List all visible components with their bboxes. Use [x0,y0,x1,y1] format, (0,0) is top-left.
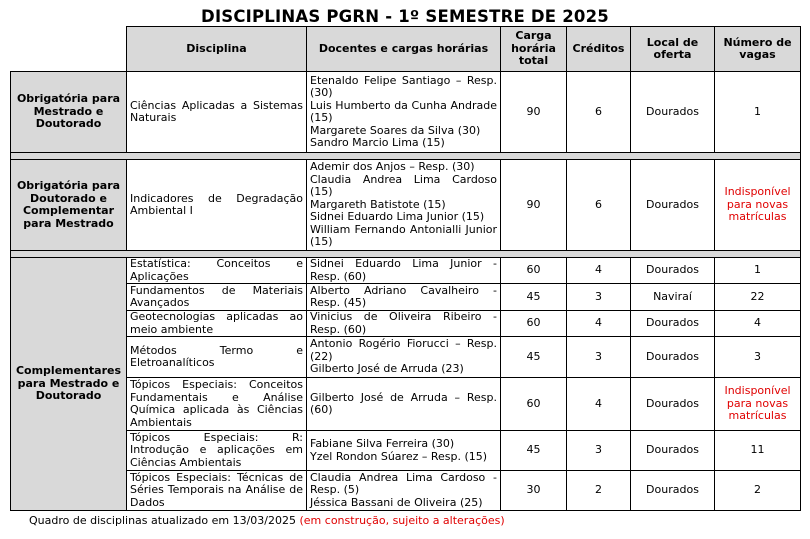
header-disciplina: Disciplina [127,27,307,72]
table-row [11,337,801,378]
local-oferta: Dourados [631,72,715,153]
docente-entry: Luis Humberto da Cunha Andrade (15) [310,98,497,124]
numero-vagas: Indisponível para novas matrículas [715,160,801,251]
docente-entry: Margareth Batistote (15) [310,197,446,211]
docente-entry: Sidnei Eduardo Lima Junior - Resp. (60) [310,257,497,283]
table-row [11,160,801,251]
creditos: 3 [567,337,631,378]
docente-entry: William Fernando Antonialli Junior (15) [310,222,497,249]
discipline-name: Tópicos Especiais: Conceitos Fundamentais e Análise Química aplicada às Ciências Ambientais [127,378,307,431]
discipline-name: Fundamentos de Materiais Avançados [127,284,307,311]
group-label: Obrigatória para Doutorado e Complementar para Mestrado [11,160,127,251]
docente-entry: Sidnei Eduardo Lima Junior (15) [310,210,485,224]
creditos: 6 [567,72,631,153]
table-row [11,72,801,153]
local-oferta: Dourados [631,378,715,431]
local-oferta: Dourados [631,160,715,251]
carga-horaria: 90 [501,72,567,153]
docente-entry: Claudia Andrea Lima Cardoso (15) [310,172,497,199]
carga-horaria: 45 [501,284,567,311]
docentes-cell [307,471,501,511]
discipline-name: Indicadores de Degradação Ambiental I [127,160,307,251]
docente-entry: Margarete Soares da Silva (30) [310,123,481,137]
local-oferta: Dourados [631,471,715,511]
docentes-cell [307,337,501,378]
creditos: 3 [567,284,631,311]
footer-note: (em construção, sujeito a alterações) [299,514,505,527]
disciplines-table [10,26,801,511]
docente-entry: Gilberto José de Arruda – Resp. (60) [310,390,497,416]
numero-vagas: 3 [715,337,801,378]
numero-vagas: 2 [715,471,801,511]
carga-horaria: 45 [501,431,567,471]
creditos: 3 [567,431,631,471]
docente-entry: Sandro Marcio Lima (15) [310,136,445,149]
page-title: DISCIPLINAS PGRN - 1º SEMESTRE DE 2025 [201,7,609,26]
local-oferta: Dourados [631,258,715,284]
header-docentes: Docentes e cargas horárias [307,27,501,72]
docente-entry: Alberto Adriano Cavalheiro - Resp. (45) [310,283,497,309]
numero-vagas: 1 [715,258,801,284]
docente-entry: Vinicius de Oliveira Ribeiro - Resp. (60) [310,310,497,336]
creditos: 2 [567,471,631,511]
table-row [11,311,801,337]
local-oferta: Dourados [631,311,715,337]
header-carga: Carga horária total [501,27,567,72]
local-oferta: Dourados [631,431,715,471]
docente-entry: Jéssica Bassani de Oliveira (25) [310,495,483,509]
docentes-cell [307,72,501,153]
numero-vagas: 1 [715,72,801,153]
numero-vagas: 4 [715,311,801,337]
table-row [11,258,801,284]
local-oferta: Naviraí [631,284,715,311]
creditos: 4 [567,258,631,284]
docente-entry: Gilberto José de Arruda (23) [310,362,464,376]
carga-horaria: 60 [501,378,567,431]
creditos: 4 [567,311,631,337]
footer [29,514,505,527]
creditos: 4 [567,378,631,431]
footer-text: Quadro de disciplinas atualizado em 13/03/2025 [29,514,296,527]
carga-horaria: 45 [501,337,567,378]
header-corner [11,27,127,72]
docentes-cell [307,431,501,471]
docente-entry: Claudia Andrea Lima Cardoso - Resp. (5) [310,470,497,497]
discipline-name: Tópicos Especiais: R: Introdução e aplicações em Ciências Ambientais [127,431,307,471]
discipline-name: Geotecnologias aplicadas ao meio ambiente [127,311,307,337]
carga-horaria: 30 [501,471,567,511]
header-row [11,27,801,72]
numero-vagas: Indisponível para novas matrículas [715,378,801,431]
header-creditos: Créditos [567,27,631,72]
table-row [11,471,801,511]
docentes-cell [307,311,501,337]
docentes-cell [307,378,501,431]
carga-horaria: 60 [501,258,567,284]
header-local: Local de oferta [631,27,715,72]
numero-vagas: 22 [715,284,801,311]
local-oferta: Dourados [631,337,715,378]
discipline-name: Ciências Aplicadas a Sistemas Naturais [127,72,307,153]
creditos: 6 [567,160,631,251]
docente-entry: Antonio Rogério Fiorucci – Resp. (22) [310,337,497,363]
table-row [11,431,801,471]
table-row [11,284,801,311]
docentes-cell [307,284,501,311]
docentes-cell [307,258,501,284]
docente-entry: Yzel Rondon Súarez – Resp. (15) [310,449,488,463]
docente-entry: Ademir dos Anjos – Resp. (30) [310,160,475,174]
separator-cell [11,153,801,160]
numero-vagas: 11 [715,431,801,471]
discipline-name: Métodos Termo e Eletroanalíticos [127,337,307,378]
header-vagas: Número de vagas [715,27,801,72]
group-separator [11,153,801,160]
table-row [11,378,801,431]
group-label: Obrigatória para Mestrado e Doutorado [11,72,127,153]
discipline-name: Estatística: Conceitos e Aplicações [127,258,307,284]
group-label: Complementares para Mestrado e Doutorado [11,258,127,511]
discipline-name: Tópicos Especiais: Técnicas de Séries Temporais na Análise de Dados [127,471,307,511]
carga-horaria: 90 [501,160,567,251]
docente-entry: Etenaldo Felipe Santiago – Resp. (30) [310,73,497,99]
docente-entry: Fabiane Silva Ferreira (30) [310,437,455,450]
carga-horaria: 60 [501,311,567,337]
docentes-cell [307,160,501,251]
